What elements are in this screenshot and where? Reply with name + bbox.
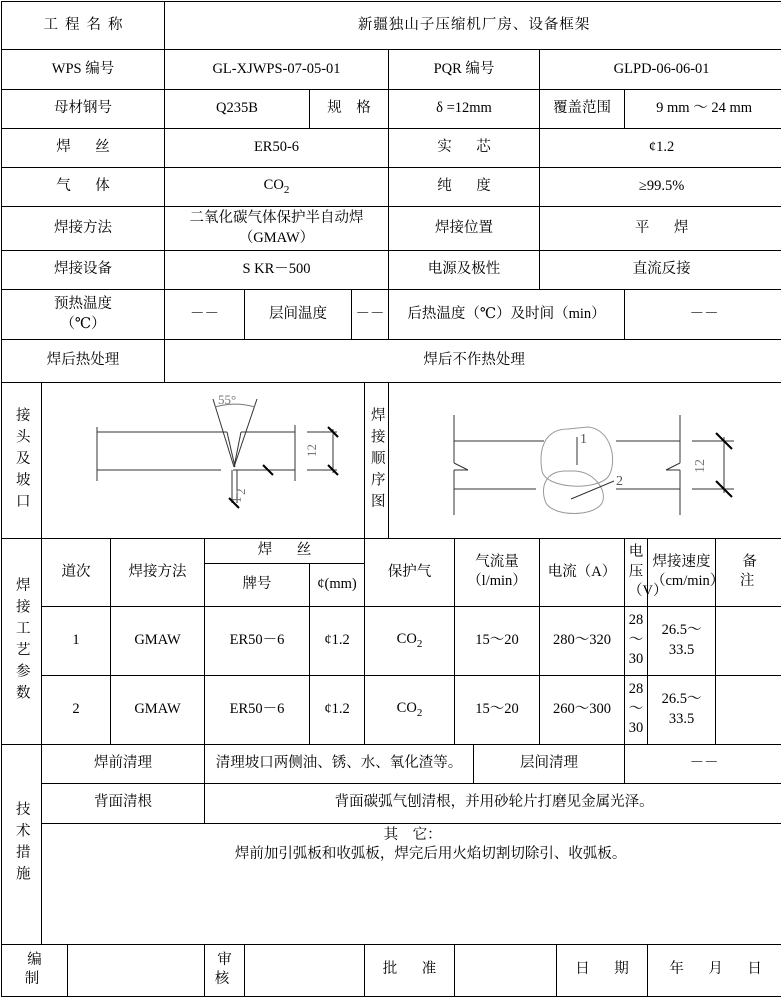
- interpass-temp-label: 层间温度: [245, 290, 352, 340]
- col-header-voltage-line1: 电压: [628, 544, 644, 580]
- power-polarity-value: 直流反接: [540, 251, 781, 290]
- interpass-clean-label: 层间清理: [474, 744, 625, 783]
- parameters-header-row-1: [2, 539, 781, 564]
- preheat-temp-label-line2: （℃）: [60, 315, 106, 332]
- cell-shield-gas-text: CO: [396, 630, 417, 647]
- approved-by-label: 批 准: [365, 944, 455, 996]
- welding-sequence-sketch: [389, 383, 781, 539]
- welding-method-value: 二氧化碳气体保护半自动焊（GMAW）: [165, 207, 389, 251]
- cell-shield-gas-subscript: 2: [416, 637, 423, 650]
- cell-shield-gas: [365, 675, 455, 744]
- joint-groove-label-text: 接头及坡口: [13, 406, 30, 515]
- postheat-label: 后热温度（℃）及时间（min）: [389, 290, 625, 340]
- wps-pqr-row: [2, 50, 781, 90]
- joint-thickness-text: 12: [304, 444, 319, 458]
- sequence-diagram-label-text: 焊接顺序图: [368, 406, 385, 515]
- cell-wire-brand: ER50－6: [205, 675, 310, 744]
- cell-wire-brand: ER50－6: [205, 606, 310, 675]
- power-polarity-label: 电源及极性: [389, 251, 540, 290]
- joint-diagram-row: [2, 383, 781, 539]
- col-header-wire-group: 焊 丝: [205, 539, 365, 564]
- title-row: [2, 2, 781, 50]
- welding-position-value: 平 焊: [540, 207, 781, 251]
- sequence-thickness-text: 12: [693, 459, 709, 474]
- interpass-temp-value: －－: [352, 290, 389, 340]
- gas-label: 气 体: [2, 168, 165, 207]
- gas-row: [2, 168, 781, 207]
- wire-row: [2, 129, 781, 168]
- col-header-shield-gas: 保护气: [365, 539, 455, 607]
- solid-core-label: 实 芯: [389, 129, 540, 168]
- pwht-row: [2, 340, 781, 383]
- col-header-gas-flow-line2: （l/min）: [467, 573, 527, 590]
- table-row: [2, 675, 781, 744]
- joint-angle-text: 55°: [218, 392, 237, 408]
- equipment-row: [2, 251, 781, 290]
- coverage-range-value: 9 mm ～ 24 mm: [625, 90, 781, 129]
- gas-value-text: CO: [263, 177, 284, 194]
- preheat-temp-value: －－: [165, 290, 245, 340]
- col-header-method: 焊接方法: [111, 539, 205, 607]
- cell-shield-gas: [365, 606, 455, 675]
- cell-speed: 26.5～33.5: [648, 675, 716, 744]
- pwht-value: 焊后不作热处理: [165, 340, 781, 383]
- preclean-value: 清理坡口两侧油、锈、水、氧化渣等。: [205, 744, 474, 783]
- sequence-diagram-label: [365, 383, 389, 539]
- other-row: [2, 823, 781, 944]
- welding-method-label: 焊接方法: [2, 207, 165, 251]
- pqr-number-value: GLPD-06-06-01: [540, 50, 781, 90]
- joint-groove-label: [2, 383, 42, 539]
- coverage-range-label: 覆盖范围: [540, 90, 625, 129]
- pqr-number-label: PQR 编号: [389, 50, 540, 90]
- cell-shield-gas-subscript: 2: [416, 706, 423, 719]
- parameters-side-label: [2, 539, 42, 745]
- date-value: 年 月 日: [648, 944, 781, 996]
- wps-table: [1, 1, 781, 997]
- wps-number-label: WPS 编号: [2, 50, 165, 90]
- joint-groove-svg: [45, 385, 371, 536]
- parameters-side-label-text: 焊接工艺参数: [13, 576, 30, 706]
- welding-sequence-svg: [416, 385, 756, 536]
- col-header-voltage: [625, 539, 668, 607]
- cell-shield-gas-text: CO: [396, 699, 417, 716]
- cell-current: 280～320: [540, 606, 625, 675]
- cell-wire-dia: ¢1.2: [310, 675, 365, 744]
- welding-equipment-value: S KR－500: [165, 251, 389, 290]
- cell-voltage: 28～30: [625, 675, 648, 744]
- gas-value-subscript: 2: [283, 184, 290, 197]
- preheat-temp-label-line1: 预热温度: [54, 296, 112, 313]
- cell-gas-flow: 15～20: [455, 675, 540, 744]
- prepared-by-value[interactable]: [68, 944, 205, 996]
- other-measures-label: 其 它：: [383, 826, 442, 843]
- col-header-wire-brand: 牌号: [205, 563, 310, 606]
- reviewed-by-value[interactable]: [245, 944, 365, 996]
- purity-label: 纯 度: [389, 168, 540, 207]
- col-header-voltage-line2: （V）: [628, 583, 668, 600]
- gas-value: [165, 168, 389, 207]
- pwht-label: 焊后热处理: [2, 340, 165, 383]
- col-header-speed-line1: 焊接速度: [652, 553, 711, 570]
- measures-side-label: [2, 744, 42, 944]
- date-label: 日 期: [557, 944, 648, 996]
- signature-row: [2, 944, 781, 996]
- method-row: [2, 207, 781, 251]
- project-name-value: 新疆独山子压缩机厂房、设备框架: [165, 2, 781, 50]
- col-header-remark: 备 注: [716, 539, 781, 607]
- preclean-label: 焊前清理: [42, 744, 205, 783]
- welding-equipment-label: 焊接设备: [2, 251, 165, 290]
- cell-remark: [716, 675, 781, 744]
- cell-pass: 1: [42, 606, 111, 675]
- cell-voltage: 28～30: [625, 606, 648, 675]
- postheat-value: －－: [625, 290, 781, 340]
- spec-value: δ =12mm: [389, 90, 540, 129]
- base-metal-row: [2, 90, 781, 129]
- cell-pass: 2: [42, 675, 111, 744]
- cell-gas-flow: 15～20: [455, 606, 540, 675]
- approved-by-value[interactable]: [455, 944, 557, 996]
- welding-wire-label: 焊 丝: [2, 129, 165, 168]
- preclean-row: [2, 744, 781, 783]
- reviewed-by-label: 审 核: [205, 944, 245, 996]
- backgouge-value: 背面碳弧气刨清根，并用砂轮片打磨见金属光泽。: [205, 783, 781, 823]
- col-header-wire-dia: ¢(mm): [310, 563, 365, 606]
- cell-current: 260～300: [540, 675, 625, 744]
- joint-groove-sketch: [42, 383, 365, 539]
- backgouge-row: [2, 783, 781, 823]
- cell-method: GMAW: [111, 606, 205, 675]
- welding-wire-value: ER50-6: [165, 129, 389, 168]
- col-header-current: 电流（A）: [540, 539, 625, 607]
- joint-root-face-text: 1: [229, 496, 244, 504]
- preheat-row: [2, 290, 781, 340]
- joint-root-gap-text: 2: [233, 488, 248, 496]
- cell-remark: [716, 606, 781, 675]
- col-header-pass: 道次: [42, 539, 111, 607]
- table-row: [2, 606, 781, 675]
- measures-side-label-text: 技术措施: [13, 801, 30, 888]
- col-header-speed-line2: （cm/min）: [651, 573, 725, 590]
- project-name-label: 工程名称: [2, 2, 165, 50]
- base-metal-label: 母材钢号: [2, 90, 165, 129]
- sequence-pass1-text: 1: [580, 432, 588, 448]
- spec-label: 规 格: [310, 90, 389, 129]
- cell-speed: 26.5～33.5: [648, 606, 716, 675]
- purity-value: ≥99.5%: [540, 168, 781, 207]
- wps-number-value: GL-XJWPS-07-05-01: [165, 50, 389, 90]
- other-measures: [42, 823, 781, 944]
- other-measures-value: 焊前加引弧板和收弧板，焊完后用火焰切割切除引、收弧板。: [234, 846, 627, 863]
- preheat-temp-label: [2, 290, 165, 340]
- prepared-by-label: 编 制: [2, 944, 68, 996]
- welding-position-label: 焊接位置: [389, 207, 540, 251]
- interpass-clean-value: －－: [625, 744, 781, 783]
- cell-method: GMAW: [111, 675, 205, 744]
- col-header-gas-flow: [455, 539, 540, 607]
- cell-wire-dia: ¢1.2: [310, 606, 365, 675]
- solid-core-value: ¢1.2: [540, 129, 781, 168]
- col-header-gas-flow-line1: 气流量: [475, 553, 519, 570]
- base-metal-value: Q235B: [165, 90, 310, 129]
- sequence-pass2-text: 2: [616, 474, 624, 490]
- backgouge-label: 背面清根: [42, 783, 205, 823]
